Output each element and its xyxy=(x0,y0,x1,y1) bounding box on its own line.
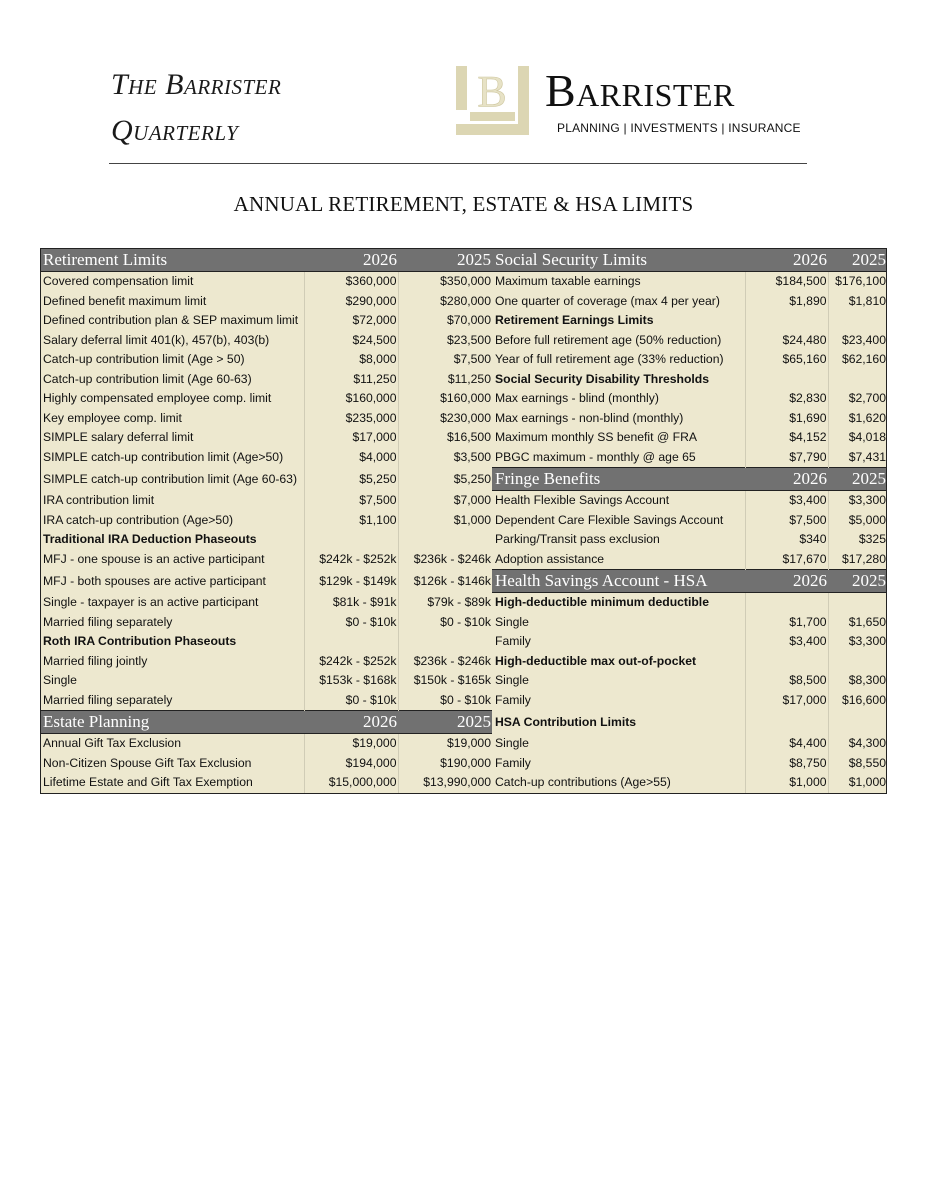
row-label: Lifetime Estate and Gift Tax Exemption xyxy=(40,773,304,793)
table-row xyxy=(40,409,492,429)
value-2026: 2026 xyxy=(745,468,828,491)
value-2026 xyxy=(745,593,828,613)
table-row xyxy=(492,530,887,550)
value-2025: $0 - $10k xyxy=(398,613,492,633)
brand-name: Barrister xyxy=(545,65,735,116)
row-label: Catch-up contribution limit (Age > 50) xyxy=(40,350,304,370)
value-2025: $7,431 xyxy=(828,448,887,468)
table-row xyxy=(492,448,887,468)
value-2026: $4,400 xyxy=(745,734,828,754)
value-2026: $1,890 xyxy=(745,292,828,312)
value-2026: $235,000 xyxy=(304,409,398,429)
row-label: Maximum monthly SS benefit @ FRA xyxy=(492,428,745,448)
value-2025: 2025 xyxy=(398,249,492,272)
value-2025: $62,160 xyxy=(828,350,887,370)
table-row xyxy=(40,773,492,793)
subsection-row xyxy=(492,311,887,331)
value-2025: $7,000 xyxy=(398,491,492,511)
value-2026: $1,690 xyxy=(745,409,828,429)
value-2026: $4,000 xyxy=(304,448,398,468)
table-row xyxy=(492,632,887,652)
value-2026: $2,830 xyxy=(745,389,828,409)
row-label: Family xyxy=(492,691,745,711)
value-2025: $4,300 xyxy=(828,734,887,754)
value-2025: $13,990,000 xyxy=(398,773,492,793)
value-2026: $340 xyxy=(745,530,828,550)
value-2025: $236k - $246k xyxy=(398,652,492,672)
section-header xyxy=(40,249,492,272)
table-row xyxy=(40,593,492,613)
table-row xyxy=(492,511,887,531)
table-row xyxy=(40,754,492,774)
table-row xyxy=(40,734,492,754)
value-2026 xyxy=(304,632,398,652)
value-2026: $72,000 xyxy=(304,311,398,331)
value-2026: $153k - $168k xyxy=(304,671,398,691)
section-header xyxy=(492,249,887,272)
row-label: Catch-up contribution limit (Age 60-63) xyxy=(40,370,304,390)
value-2025: $1,000 xyxy=(828,773,887,793)
table-row xyxy=(40,311,492,331)
value-2026: 2026 xyxy=(745,249,828,272)
row-label: Defined benefit maximum limit xyxy=(40,292,304,312)
row-label: SIMPLE catch-up contribution limit (Age 60-63) xyxy=(40,467,304,491)
page-title: ANNUAL RETIREMENT, ESTATE & HSA LIMITS xyxy=(233,192,694,216)
value-2025: $19,000 xyxy=(398,734,492,754)
value-2025: $0 - $10k xyxy=(398,691,492,711)
table-row xyxy=(40,272,492,292)
value-2025: $16,500 xyxy=(398,428,492,448)
value-2025: $3,500 xyxy=(398,448,492,468)
value-2025: $79k - $89k xyxy=(398,593,492,613)
value-2026: $194,000 xyxy=(304,754,398,774)
row-label: Parking/Transit pass exclusion xyxy=(492,530,745,550)
value-2025 xyxy=(828,652,887,672)
row-label: Married filing separately xyxy=(40,613,304,633)
value-2026: $17,000 xyxy=(745,691,828,711)
value-2026: 2026 xyxy=(745,570,828,593)
table-row xyxy=(492,331,887,351)
table-row xyxy=(40,671,492,691)
value-2026: $360,000 xyxy=(304,272,398,292)
row-label: Social Security Disability Thresholds xyxy=(492,370,745,390)
table-row xyxy=(492,734,887,754)
value-2026: $11,250 xyxy=(304,370,398,390)
row-label: Covered compensation limit xyxy=(40,272,304,292)
right-limits-table xyxy=(492,248,887,793)
value-2025: $5,000 xyxy=(828,511,887,531)
row-label: High-deductible max out-of-pocket xyxy=(492,652,745,672)
row-label: Family xyxy=(492,632,745,652)
value-2025 xyxy=(828,710,887,734)
row-label: IRA contribution limit xyxy=(40,491,304,511)
subsection-row xyxy=(492,593,887,613)
row-label: IRA catch-up contribution (Age>50) xyxy=(40,511,304,531)
table-row xyxy=(40,691,492,711)
value-2026: $4,152 xyxy=(745,428,828,448)
value-2026 xyxy=(745,710,828,734)
row-label: PBGC maximum - monthly @ age 65 xyxy=(492,448,745,468)
row-label: Max earnings - non-blind (monthly) xyxy=(492,409,745,429)
row-label: Maximum taxable earnings xyxy=(492,272,745,292)
value-2026: $242k - $252k xyxy=(304,652,398,672)
value-2025 xyxy=(828,311,887,331)
table-row xyxy=(40,350,492,370)
table-row xyxy=(40,331,492,351)
brand-block xyxy=(545,65,807,135)
value-2025 xyxy=(398,530,492,550)
value-2025: $1,810 xyxy=(828,292,887,312)
value-2025: $1,650 xyxy=(828,613,887,633)
value-2025: $7,500 xyxy=(398,350,492,370)
value-2026: $81k - $91k xyxy=(304,593,398,613)
value-2025: $150k - $165k xyxy=(398,671,492,691)
table-row xyxy=(492,409,887,429)
value-2026: $24,480 xyxy=(745,331,828,351)
value-2026: $184,500 xyxy=(745,272,828,292)
value-2025: $160,000 xyxy=(398,389,492,409)
section-header xyxy=(492,570,887,593)
value-2026: $160,000 xyxy=(304,389,398,409)
newsletter-masthead xyxy=(111,62,281,154)
value-2025: $70,000 xyxy=(398,311,492,331)
row-label: Key employee comp. limit xyxy=(40,409,304,429)
value-2025: $17,280 xyxy=(828,550,887,570)
value-2026: $7,790 xyxy=(745,448,828,468)
table-row xyxy=(492,550,887,570)
table-row xyxy=(40,428,492,448)
value-2026 xyxy=(745,311,828,331)
row-label: Highly compensated employee comp. limit xyxy=(40,389,304,409)
row-label: MFJ - both spouses are active participant xyxy=(40,569,304,593)
value-2025: $5,250 xyxy=(398,467,492,491)
row-label: MFJ - one spouse is an active participant xyxy=(40,550,304,570)
row-label: One quarter of coverage (max 4 per year) xyxy=(492,292,745,312)
row-label: Traditional IRA Deduction Phaseouts xyxy=(40,530,304,550)
left-limits-table xyxy=(40,248,492,793)
table-row xyxy=(40,550,492,570)
value-2025: $1,620 xyxy=(828,409,887,429)
table-row xyxy=(492,613,887,633)
section-header xyxy=(40,711,492,734)
table-row xyxy=(40,652,492,672)
masthead-line-1: The Barrister xyxy=(111,68,282,101)
barrister-logo-icon xyxy=(456,66,530,136)
value-2026: $1,000 xyxy=(745,773,828,793)
row-label: Max earnings - blind (monthly) xyxy=(492,389,745,409)
value-2025: $8,550 xyxy=(828,754,887,774)
subsection-row xyxy=(492,710,887,734)
value-2026: $0 - $10k xyxy=(304,691,398,711)
value-2025: $280,000 xyxy=(398,292,492,312)
row-label: Single - taxpayer is an active participant xyxy=(40,593,304,613)
row-label: Year of full retirement age (33% reduction) xyxy=(492,350,745,370)
value-2025: $350,000 xyxy=(398,272,492,292)
value-2026 xyxy=(304,530,398,550)
value-2026: $0 - $10k xyxy=(304,613,398,633)
value-2026: $17,670 xyxy=(745,550,828,570)
row-label: Single xyxy=(40,671,304,691)
value-2026: $15,000,000 xyxy=(304,773,398,793)
value-2026 xyxy=(745,652,828,672)
value-2026: $8,750 xyxy=(745,754,828,774)
value-2025: $230,000 xyxy=(398,409,492,429)
left-column xyxy=(40,248,492,793)
table-row xyxy=(492,389,887,409)
value-2026: 2026 xyxy=(304,249,398,272)
row-label: Married filing jointly xyxy=(40,652,304,672)
table-row xyxy=(492,691,887,711)
row-label: HSA Contribution Limits xyxy=(492,710,745,734)
value-2026: $1,700 xyxy=(745,613,828,633)
value-2026: $7,500 xyxy=(304,491,398,511)
table-row xyxy=(40,467,492,491)
row-label: Dependent Care Flexible Savings Account xyxy=(492,511,745,531)
value-2026: $3,400 xyxy=(745,491,828,511)
row-label: Health Flexible Savings Account xyxy=(492,491,745,511)
value-2026: $8,000 xyxy=(304,350,398,370)
row-label: Salary deferral limit 401(k), 457(b), 403(b) xyxy=(40,331,304,351)
value-2026: $8,500 xyxy=(745,671,828,691)
value-2026: $7,500 xyxy=(745,511,828,531)
value-2025: $3,300 xyxy=(828,491,887,511)
table-row xyxy=(40,569,492,593)
row-label: Catch-up contributions (Age>55) xyxy=(492,773,745,793)
row-label: Single xyxy=(492,613,745,633)
row-label: SIMPLE catch-up contribution limit (Age>50) xyxy=(40,448,304,468)
table-row xyxy=(40,292,492,312)
row-label: Adoption assistance xyxy=(492,550,745,570)
value-2025: $126k - $146k xyxy=(398,569,492,593)
value-2026: $65,160 xyxy=(745,350,828,370)
value-2025: $3,300 xyxy=(828,632,887,652)
table-row xyxy=(492,773,887,793)
value-2025: $4,018 xyxy=(828,428,887,448)
value-2025: $236k - $246k xyxy=(398,550,492,570)
value-2025: $325 xyxy=(828,530,887,550)
row-label: Roth IRA Contribution Phaseouts xyxy=(40,632,304,652)
row-label: Retirement Limits xyxy=(40,249,304,272)
table-row xyxy=(492,272,887,292)
table-row xyxy=(492,491,887,511)
table-row xyxy=(492,671,887,691)
logo-letter: B xyxy=(477,67,507,116)
row-label: Non-Citizen Spouse Gift Tax Exclusion xyxy=(40,754,304,774)
subsection-row xyxy=(492,652,887,672)
row-label: Estate Planning xyxy=(40,711,304,734)
row-label: Retirement Earnings Limits xyxy=(492,311,745,331)
table-row xyxy=(492,754,887,774)
table-row xyxy=(40,370,492,390)
row-label: Social Security Limits xyxy=(492,249,745,272)
row-label: Married filing separately xyxy=(40,691,304,711)
value-2025 xyxy=(398,632,492,652)
value-2026: $24,500 xyxy=(304,331,398,351)
value-2025: $16,600 xyxy=(828,691,887,711)
table-row xyxy=(492,350,887,370)
row-label: Single xyxy=(492,734,745,754)
value-2025: $11,250 xyxy=(398,370,492,390)
table-row xyxy=(492,292,887,312)
value-2025: 2025 xyxy=(828,570,887,593)
value-2026: $242k - $252k xyxy=(304,550,398,570)
value-2026: $3,400 xyxy=(745,632,828,652)
subsection-row xyxy=(40,632,492,652)
value-2025: $190,000 xyxy=(398,754,492,774)
value-2025: $2,700 xyxy=(828,389,887,409)
value-2025: 2025 xyxy=(828,249,887,272)
row-label: Fringe Benefits xyxy=(492,468,745,491)
table-row xyxy=(40,511,492,531)
table-row xyxy=(40,389,492,409)
brand-tagline: PLANNING | INVESTMENTS | INSURANCE xyxy=(557,121,801,135)
subsection-row xyxy=(40,530,492,550)
table-row xyxy=(40,491,492,511)
right-column xyxy=(492,248,887,793)
subsection-row xyxy=(492,370,887,390)
row-label: Defined contribution plan & SEP maximum limit xyxy=(40,311,304,331)
masthead-line-2: Quarterly xyxy=(111,114,239,147)
row-label: Health Savings Account - HSA xyxy=(492,570,745,593)
row-label: Annual Gift Tax Exclusion xyxy=(40,734,304,754)
value-2026 xyxy=(745,370,828,390)
header-divider xyxy=(109,163,807,164)
row-label: Single xyxy=(492,671,745,691)
value-2026: $5,250 xyxy=(304,467,398,491)
value-2025: $8,300 xyxy=(828,671,887,691)
value-2026: $129k - $149k xyxy=(304,569,398,593)
limits-grid xyxy=(40,248,887,794)
value-2025 xyxy=(828,370,887,390)
value-2026: $17,000 xyxy=(304,428,398,448)
table-row xyxy=(40,613,492,633)
table-row xyxy=(40,448,492,468)
row-label: Before full retirement age (50% reduction) xyxy=(492,331,745,351)
value-2025: 2025 xyxy=(828,468,887,491)
value-2026: $1,100 xyxy=(304,511,398,531)
table-row xyxy=(492,428,887,448)
value-2026: $19,000 xyxy=(304,734,398,754)
value-2025: $1,000 xyxy=(398,511,492,531)
row-label: SIMPLE salary deferral limit xyxy=(40,428,304,448)
value-2025: $23,500 xyxy=(398,331,492,351)
value-2025: $23,400 xyxy=(828,331,887,351)
value-2025 xyxy=(828,593,887,613)
value-2026: $290,000 xyxy=(304,292,398,312)
row-label: High-deductible minimum deductible xyxy=(492,593,745,613)
value-2026: 2026 xyxy=(304,711,398,734)
value-2025: 2025 xyxy=(398,711,492,734)
row-label: Family xyxy=(492,754,745,774)
section-header xyxy=(492,468,887,491)
value-2025: $176,100 xyxy=(828,272,887,292)
